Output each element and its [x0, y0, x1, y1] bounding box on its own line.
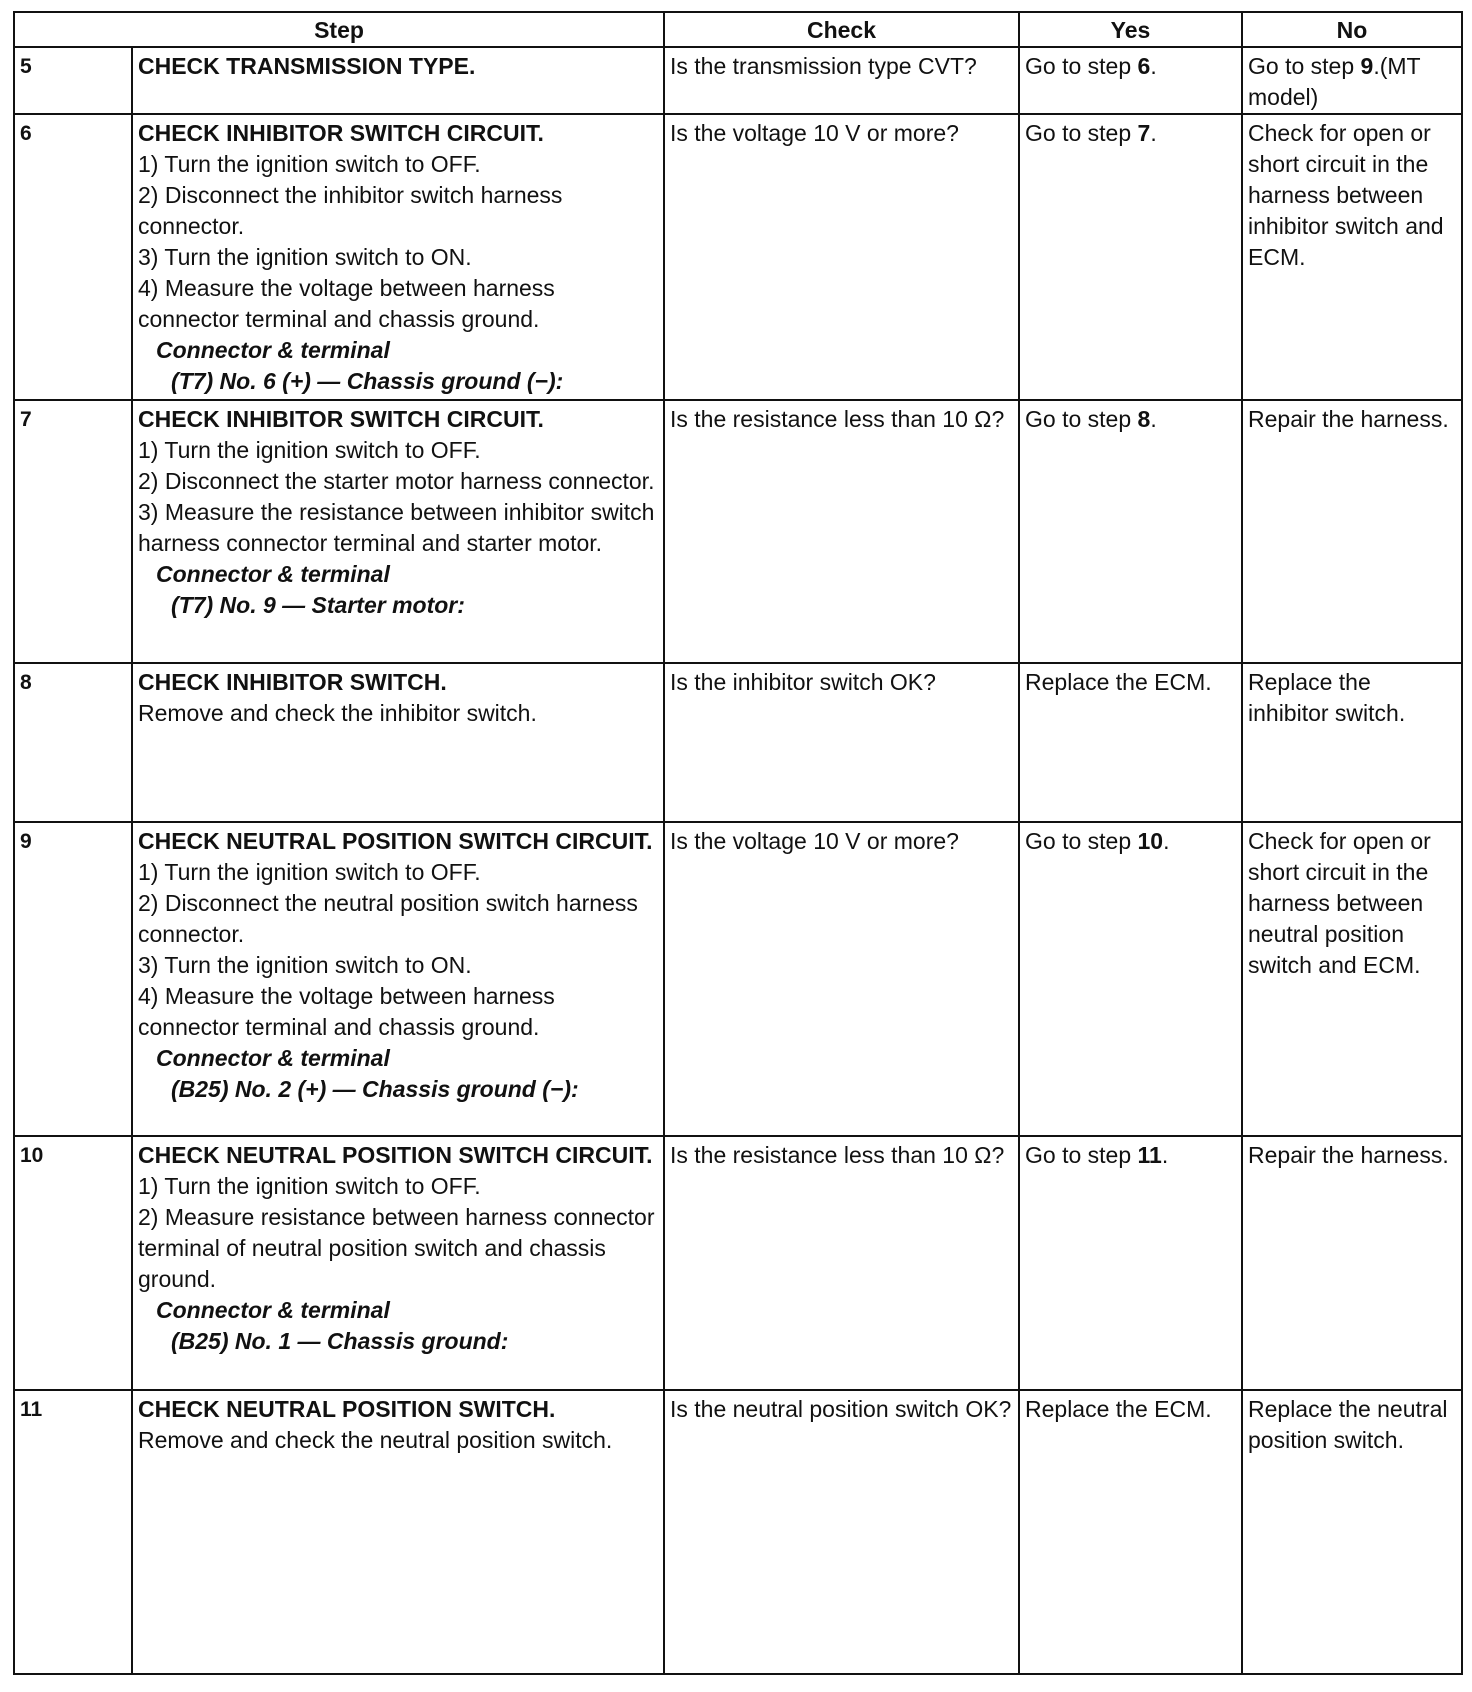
header-step: Step	[14, 12, 664, 47]
step-title: CHECK INHIBITOR SWITCH CIRCUIT.	[138, 120, 544, 147]
step-title: CHECK NEUTRAL POSITION SWITCH CIRCUIT.	[138, 1142, 653, 1169]
table-row	[14, 47, 1462, 114]
yes-step-ref: 8	[1137, 405, 1151, 432]
header-row	[14, 12, 1462, 47]
header-yes: Yes	[1019, 12, 1242, 47]
connector-heading: Connector & terminal	[156, 1297, 390, 1324]
step-number: 7	[14, 400, 132, 663]
step-instruction: Remove and check the neutral position switch.	[138, 1426, 613, 1453]
yes-step-ref: 7	[1137, 120, 1151, 147]
step-number: 10	[14, 1136, 132, 1389]
no-text: Go to step	[1248, 53, 1361, 79]
no-cell: Repair the harness.	[1242, 1136, 1462, 1389]
procedure-line: 3) Measure the resistance between inhibitor switch harness connector terminal and starter motor.	[138, 498, 655, 556]
yes-cell: Replace the ECM.	[1019, 663, 1242, 822]
procedure-line: 2) Disconnect the starter motor harness connector.	[138, 467, 655, 494]
check-cell: Is the voltage 10 V or more?	[664, 822, 1019, 1137]
yes-cell	[1019, 400, 1242, 663]
yes-suffix: .	[1150, 120, 1157, 147]
table-row	[14, 822, 1462, 1137]
step-number: 9	[14, 822, 132, 1137]
step-cell	[132, 400, 664, 663]
procedure-line: 4) Measure the voltage between harness connector terminal and chassis ground.	[138, 275, 555, 333]
no-cell: Check for open or short circuit in the harness between inhibitor switch and ECM.	[1242, 114, 1462, 399]
step-title: CHECK INHIBITOR SWITCH.	[138, 669, 447, 695]
no-step-ref: 9	[1360, 53, 1374, 79]
no-suffix: .(MT model)	[1248, 53, 1421, 110]
yes-cell	[1019, 47, 1242, 114]
procedure-line: 3) Turn the ignition switch to ON.	[138, 951, 472, 978]
yes-cell: Replace the ECM.	[1019, 1390, 1242, 1674]
no-cell: Replace the neutral position switch.	[1242, 1390, 1462, 1674]
step-number: 8	[14, 663, 132, 822]
step-title: CHECK INHIBITOR SWITCH CIRCUIT.	[138, 405, 544, 432]
yes-suffix: .	[1150, 405, 1157, 432]
check-cell: Is the resistance less than 10 Ω?	[664, 1136, 1019, 1389]
check-cell: Is the neutral position switch OK?	[664, 1390, 1019, 1674]
yes-text: Go to step	[1025, 1142, 1138, 1169]
connector-heading: Connector & terminal	[156, 560, 390, 587]
step-cell	[132, 1136, 664, 1389]
step-cell	[132, 663, 664, 822]
table-row	[14, 400, 1462, 663]
yes-step-ref: 6	[1137, 53, 1151, 79]
step-title: CHECK TRANSMISSION TYPE.	[138, 53, 476, 79]
check-cell: Is the inhibitor switch OK?	[664, 663, 1019, 822]
connector-spec: (B25) No. 1 — Chassis ground:	[171, 1328, 509, 1355]
yes-text: Go to step	[1025, 827, 1138, 854]
yes-cell	[1019, 1136, 1242, 1389]
no-cell	[1242, 47, 1462, 114]
step-number: 6	[14, 114, 132, 399]
step-cell	[132, 822, 664, 1137]
procedure-line: 3) Turn the ignition switch to ON.	[138, 244, 472, 271]
connector-spec: (T7) No. 9 — Starter motor:	[171, 591, 465, 618]
table-row	[14, 114, 1462, 399]
yes-step-ref: 10	[1137, 827, 1164, 854]
step-title: CHECK NEUTRAL POSITION SWITCH.	[138, 1395, 556, 1422]
procedure-line: 4) Measure the voltage between harness connector terminal and chassis ground.	[138, 982, 555, 1040]
header-check: Check	[664, 12, 1019, 47]
procedure-line: 2) Measure resistance between harness connector terminal of neutral position switch and chassis ground.	[138, 1204, 655, 1293]
step-cell	[132, 1390, 664, 1674]
procedure-line: 2) Disconnect the inhibitor switch harness connector.	[138, 182, 563, 240]
table-row	[14, 1390, 1462, 1674]
table-row	[14, 1136, 1462, 1389]
yes-suffix: .	[1161, 1142, 1169, 1169]
yes-suffix: .	[1163, 827, 1170, 854]
step-number: 5	[14, 47, 132, 114]
connector-heading: Connector & terminal	[156, 1044, 390, 1071]
yes-text: Go to step	[1025, 120, 1138, 147]
yes-suffix: .	[1150, 53, 1157, 79]
yes-cell	[1019, 822, 1242, 1137]
yes-step-ref: 11	[1137, 1142, 1162, 1169]
step-title: CHECK NEUTRAL POSITION SWITCH CIRCUIT.	[138, 827, 653, 854]
procedure-line: 2) Disconnect the neutral position switch harness connector.	[138, 889, 638, 947]
step-number: 11	[14, 1390, 132, 1674]
no-cell: Replace the inhibitor switch.	[1242, 663, 1462, 822]
header-no: No	[1242, 12, 1462, 47]
procedure-line: 1) Turn the ignition switch to OFF.	[138, 151, 481, 178]
step-cell	[132, 47, 664, 114]
check-cell: Is the transmission type CVT?	[664, 47, 1019, 114]
step-instruction: Remove and check the inhibitor switch.	[138, 700, 537, 726]
no-cell: Check for open or short circuit in the harness between neutral position switch and ECM.	[1242, 822, 1462, 1137]
yes-cell	[1019, 114, 1242, 399]
table-row	[14, 663, 1462, 822]
diagnostic-table	[13, 11, 1463, 1675]
connector-spec: (B25) No. 2 (+) — Chassis ground (−):	[171, 1075, 579, 1102]
check-cell: Is the resistance less than 10 Ω?	[664, 400, 1019, 663]
yes-text: Go to step	[1025, 53, 1138, 79]
connector-spec: (T7) No. 6 (+) — Chassis ground (−):	[171, 368, 564, 395]
procedure-line: 1) Turn the ignition switch to OFF.	[138, 436, 481, 463]
step-cell	[132, 114, 664, 399]
connector-heading: Connector & terminal	[156, 337, 390, 364]
procedure-line: 1) Turn the ignition switch to OFF.	[138, 858, 481, 885]
no-cell: Repair the harness.	[1242, 400, 1462, 663]
yes-text: Go to step	[1025, 405, 1138, 432]
procedure-line: 1) Turn the ignition switch to OFF.	[138, 1173, 481, 1200]
check-cell: Is the voltage 10 V or more?	[664, 114, 1019, 399]
